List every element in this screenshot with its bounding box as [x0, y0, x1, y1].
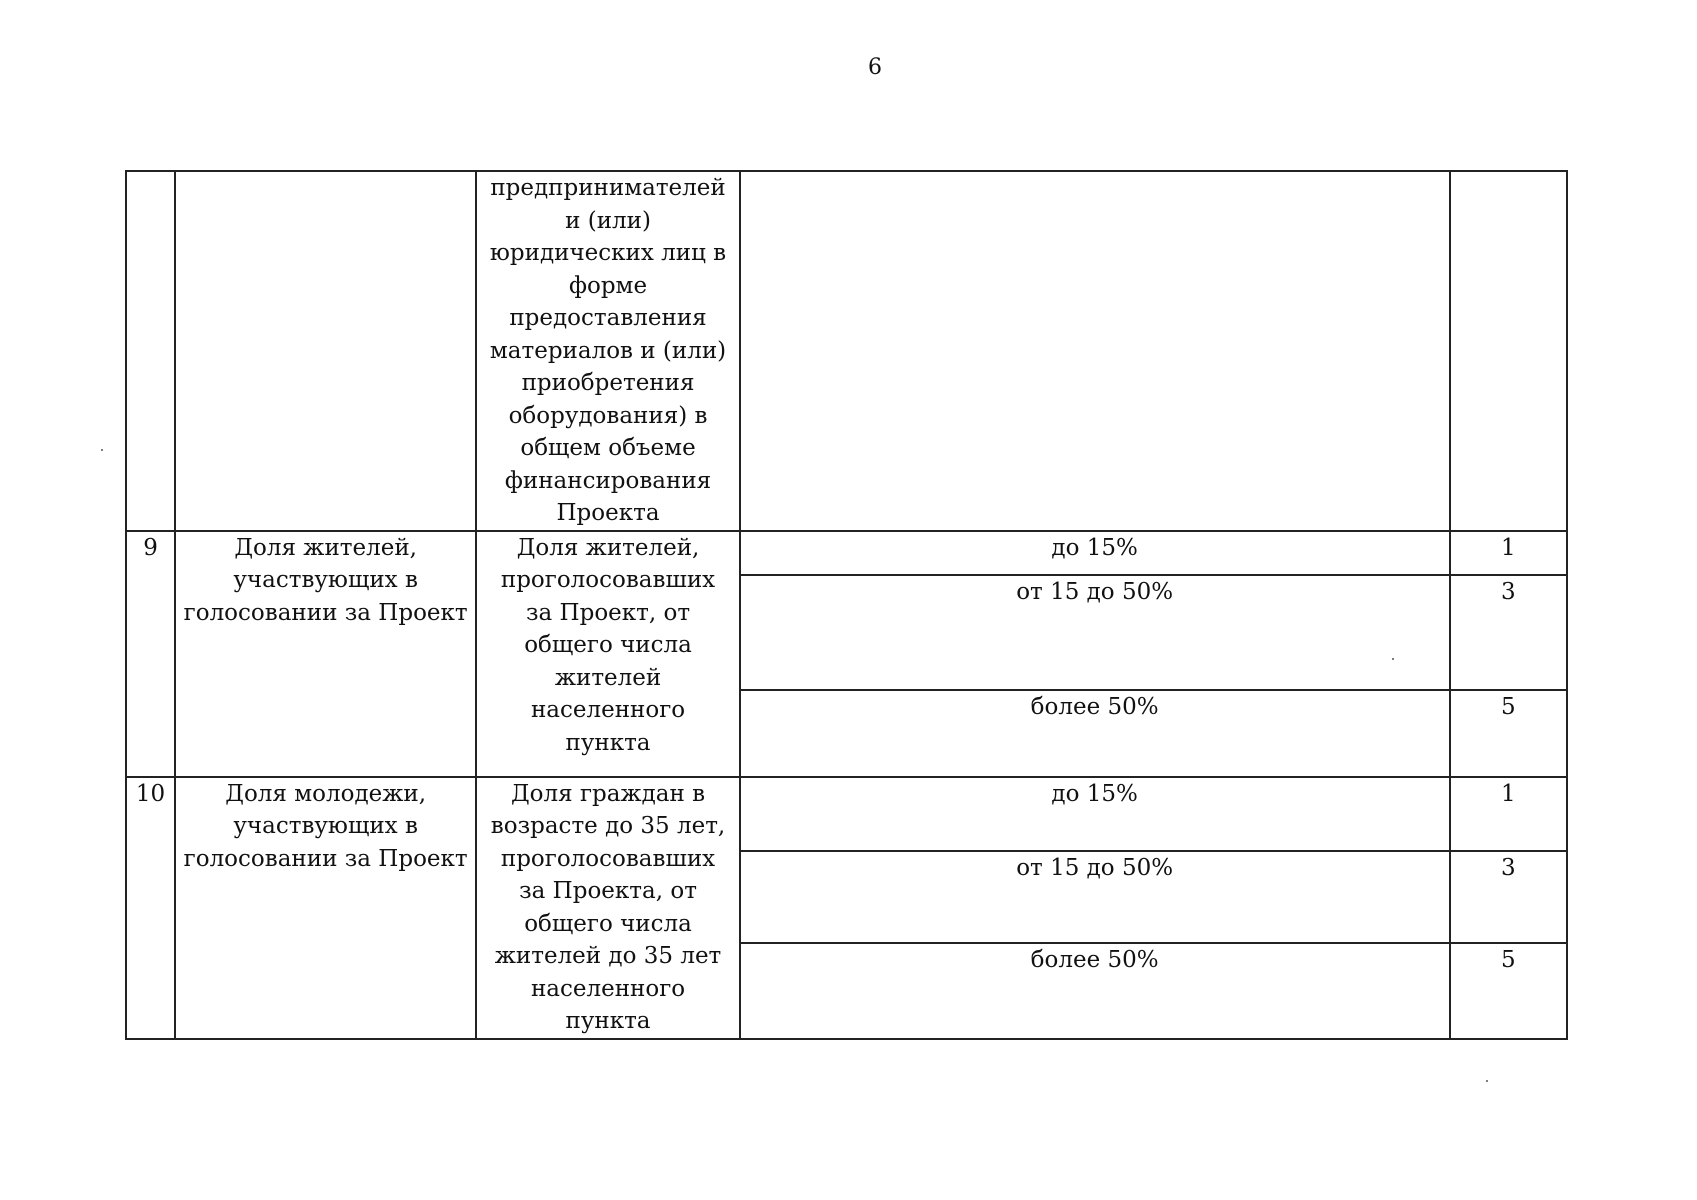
- criterion-line: голосовании за Проект: [183, 845, 468, 872]
- scan-speck: [1392, 658, 1394, 660]
- value-cell: [740, 171, 1450, 531]
- threshold-score: 5: [1450, 943, 1567, 1039]
- threshold-range: от 15 до 50%: [740, 575, 1450, 690]
- continuation-row: [126, 171, 1567, 531]
- indicator-line: общем объеме: [520, 435, 696, 461]
- criterion-cell: [175, 171, 476, 531]
- indicator-line: Проекта: [556, 500, 660, 526]
- indicator-line: материалов и (или): [489, 337, 727, 364]
- indicator-line: населенного: [530, 697, 686, 723]
- indicator-line: возрасте до 35 лет,: [490, 813, 726, 839]
- indicator-line: юридических лиц в: [489, 240, 727, 266]
- indicator-line: населенного: [530, 975, 686, 1002]
- criterion-line: участвующих в: [233, 567, 418, 593]
- indicator-line: общего числа: [524, 632, 692, 658]
- criterion-line: Доля жителей,: [234, 534, 417, 561]
- criterion-line: участвующих в: [233, 813, 418, 839]
- threshold-range: более 50%: [740, 943, 1450, 1039]
- indicator-line: пункта: [565, 1008, 651, 1034]
- indicator-line: Доля граждан в: [510, 780, 706, 807]
- row-number: 9: [126, 531, 175, 777]
- score-cell: [1450, 171, 1567, 531]
- table-row: [126, 531, 1567, 575]
- indicator-line: жителей: [554, 664, 662, 691]
- scan-speck: [101, 449, 103, 451]
- criterion-cell: [175, 777, 476, 1039]
- indicator-line: за Проект, от: [525, 599, 691, 626]
- indicator-line: общего числа: [524, 910, 692, 937]
- indicator-line: и (или): [565, 207, 651, 234]
- threshold-range: до 15%: [740, 531, 1450, 575]
- indicator-cell: [476, 531, 739, 777]
- table-row: [126, 777, 1567, 851]
- criterion-line: Доля молодежи,: [225, 780, 427, 807]
- indicator-cell: [476, 171, 739, 531]
- indicator-line: Доля жителей,: [516, 534, 700, 561]
- threshold-range: от 15 до 50%: [740, 851, 1450, 943]
- criterion-cell: [175, 531, 476, 777]
- threshold-score: 3: [1450, 851, 1567, 943]
- indicator-line: приобретения: [521, 370, 695, 396]
- threshold-score: 3: [1450, 575, 1567, 690]
- threshold-score: 1: [1450, 777, 1567, 851]
- threshold-score: 5: [1450, 690, 1567, 777]
- indicator-line: предпринимателей: [490, 175, 726, 201]
- indicator-line: пункта: [565, 729, 651, 756]
- criteria-table: [125, 170, 1568, 1040]
- indicator-line: проголосовавших: [500, 845, 716, 872]
- criterion-line: голосовании за Проект: [183, 599, 468, 626]
- indicator-line: оборудования) в: [508, 402, 708, 429]
- scan-speck: [1486, 1080, 1488, 1082]
- indicator-line: финансирования: [504, 467, 712, 494]
- row-number: 10: [126, 777, 175, 1039]
- threshold-score: 1: [1450, 531, 1567, 575]
- page-number: 6: [868, 55, 882, 80]
- indicator-line: проголосовавших: [500, 567, 716, 593]
- indicator-line: предоставления: [509, 305, 707, 331]
- number-cell: [126, 171, 175, 531]
- indicator-line: форме: [568, 272, 648, 299]
- indicator-line: за Проекта, от: [519, 878, 697, 904]
- indicator-line: жителей до 35 лет: [494, 943, 722, 969]
- threshold-range: более 50%: [740, 690, 1450, 777]
- threshold-range: до 15%: [740, 777, 1450, 851]
- indicator-cell: [476, 777, 739, 1039]
